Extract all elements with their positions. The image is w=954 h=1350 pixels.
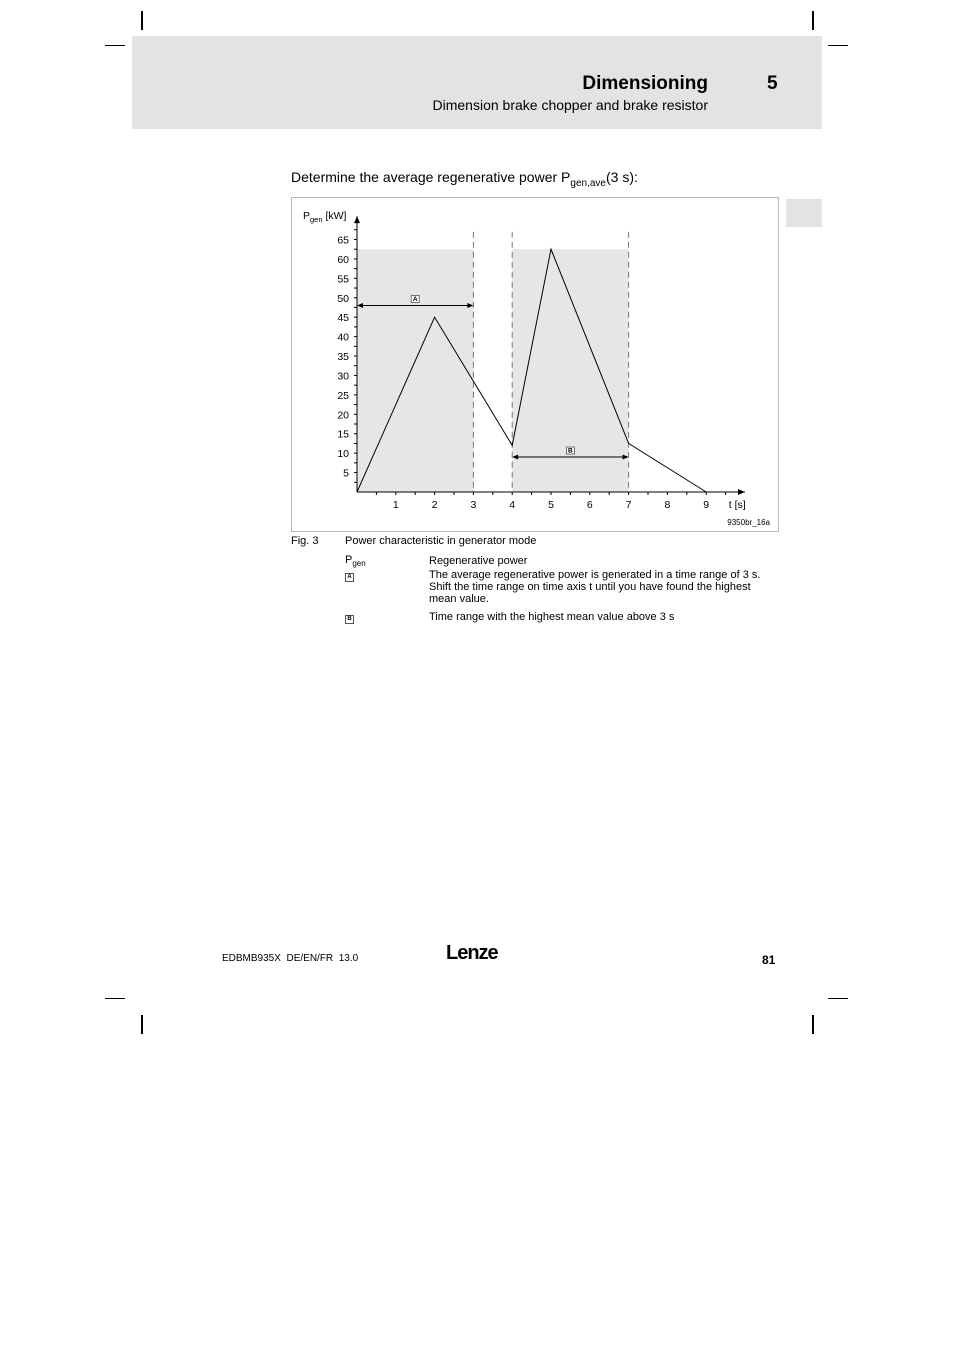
- legend-row: [345, 611, 769, 625]
- y-tick-label: 25: [337, 389, 349, 402]
- y-tick-label: 30: [337, 370, 349, 383]
- chapter-number: 5: [767, 73, 778, 94]
- figure-number: Fig. 3: [291, 535, 319, 547]
- figure-ref-code: 9350br_16a: [727, 518, 770, 527]
- figure-legend: [345, 554, 769, 625]
- y-tick-label: 65: [337, 234, 349, 247]
- figure-caption-text: Power characteristic in generator mode: [345, 535, 537, 547]
- x-tick-label: 2: [431, 499, 438, 511]
- x-tick-label: 4: [509, 499, 516, 511]
- power-chart: [292, 198, 778, 531]
- legend-desc: Regenerative power: [429, 555, 528, 567]
- crop-mark: [812, 1015, 814, 1034]
- y-tick-label: 5: [343, 467, 349, 480]
- legend-desc: The average regenerative power is generated in a time range of 3 s. Shift the time range on time axis t until you have found the highest mean value.: [429, 569, 761, 605]
- y-tick-label: 20: [337, 409, 349, 422]
- y-tick-label: 10: [337, 448, 349, 461]
- x-tick-label: 7: [625, 499, 632, 511]
- crop-mark: [105, 998, 125, 999]
- x-axis-label: t [s]: [728, 499, 746, 511]
- crop-mark: [828, 998, 848, 999]
- figure-frame: [291, 197, 779, 532]
- y-axis-label: $P_{gen}$ [kW]: [303, 210, 347, 224]
- page-subtitle: Dimension brake chopper and brake resistor: [432, 97, 708, 113]
- page-title: Dimensioning: [582, 73, 708, 94]
- legend-key: [345, 611, 354, 624]
- shaded-time-range: [357, 249, 473, 492]
- x-tick-label: 9: [703, 499, 710, 511]
- x-tick-label: 6: [586, 499, 593, 511]
- x-tick-label: 8: [664, 499, 671, 511]
- legend-key-main: P: [345, 554, 353, 566]
- x-tick-label: 5: [548, 499, 554, 511]
- chapter-tab: [786, 199, 822, 227]
- legend-row: [345, 569, 769, 611]
- y-tick-label: 50: [337, 292, 349, 305]
- range-marker-label: B: [568, 447, 573, 455]
- x-axis-arrow: [738, 489, 745, 495]
- intro-subscript: gen,ave: [570, 177, 606, 189]
- y-tick-label: 40: [337, 331, 349, 344]
- crop-mark: [141, 1015, 143, 1034]
- y-tick-label: 60: [337, 253, 349, 266]
- x-tick-label: 1: [392, 499, 399, 511]
- crop-mark: [141, 11, 143, 30]
- figure-caption: [291, 535, 536, 547]
- y-tick-label: 55: [337, 273, 349, 286]
- page-number: 81: [762, 953, 776, 967]
- crop-mark: [828, 45, 848, 46]
- range-marker-label: A: [412, 296, 418, 304]
- header-band: [132, 36, 822, 129]
- x-tick-label: 3: [470, 499, 477, 511]
- y-tick-label: 35: [337, 351, 349, 364]
- legend-key: [345, 569, 354, 582]
- intro-text-after: (3 s):: [605, 169, 638, 185]
- intro-text-before: Determine the average regenerative power P: [291, 169, 571, 185]
- intro-text: [291, 169, 638, 189]
- y-tick-label: 45: [337, 312, 349, 325]
- legend-key: [345, 554, 366, 568]
- marker-b-box: B: [345, 615, 354, 624]
- lenze-logo: Lenze: [446, 942, 498, 964]
- crop-mark: [105, 45, 125, 46]
- y-axis-arrow: [354, 216, 360, 223]
- y-tick-label: 15: [337, 428, 349, 441]
- legend-row: [345, 554, 769, 569]
- document-code: EDBMB935X DE/EN/FR 13.0: [222, 953, 359, 964]
- crop-mark: [812, 11, 814, 30]
- legend-key-sub: gen: [352, 559, 366, 569]
- shaded-time-range: [512, 249, 628, 492]
- marker-a-box: A: [345, 573, 354, 582]
- legend-desc: Time range with the highest mean value above 3 s: [429, 611, 675, 623]
